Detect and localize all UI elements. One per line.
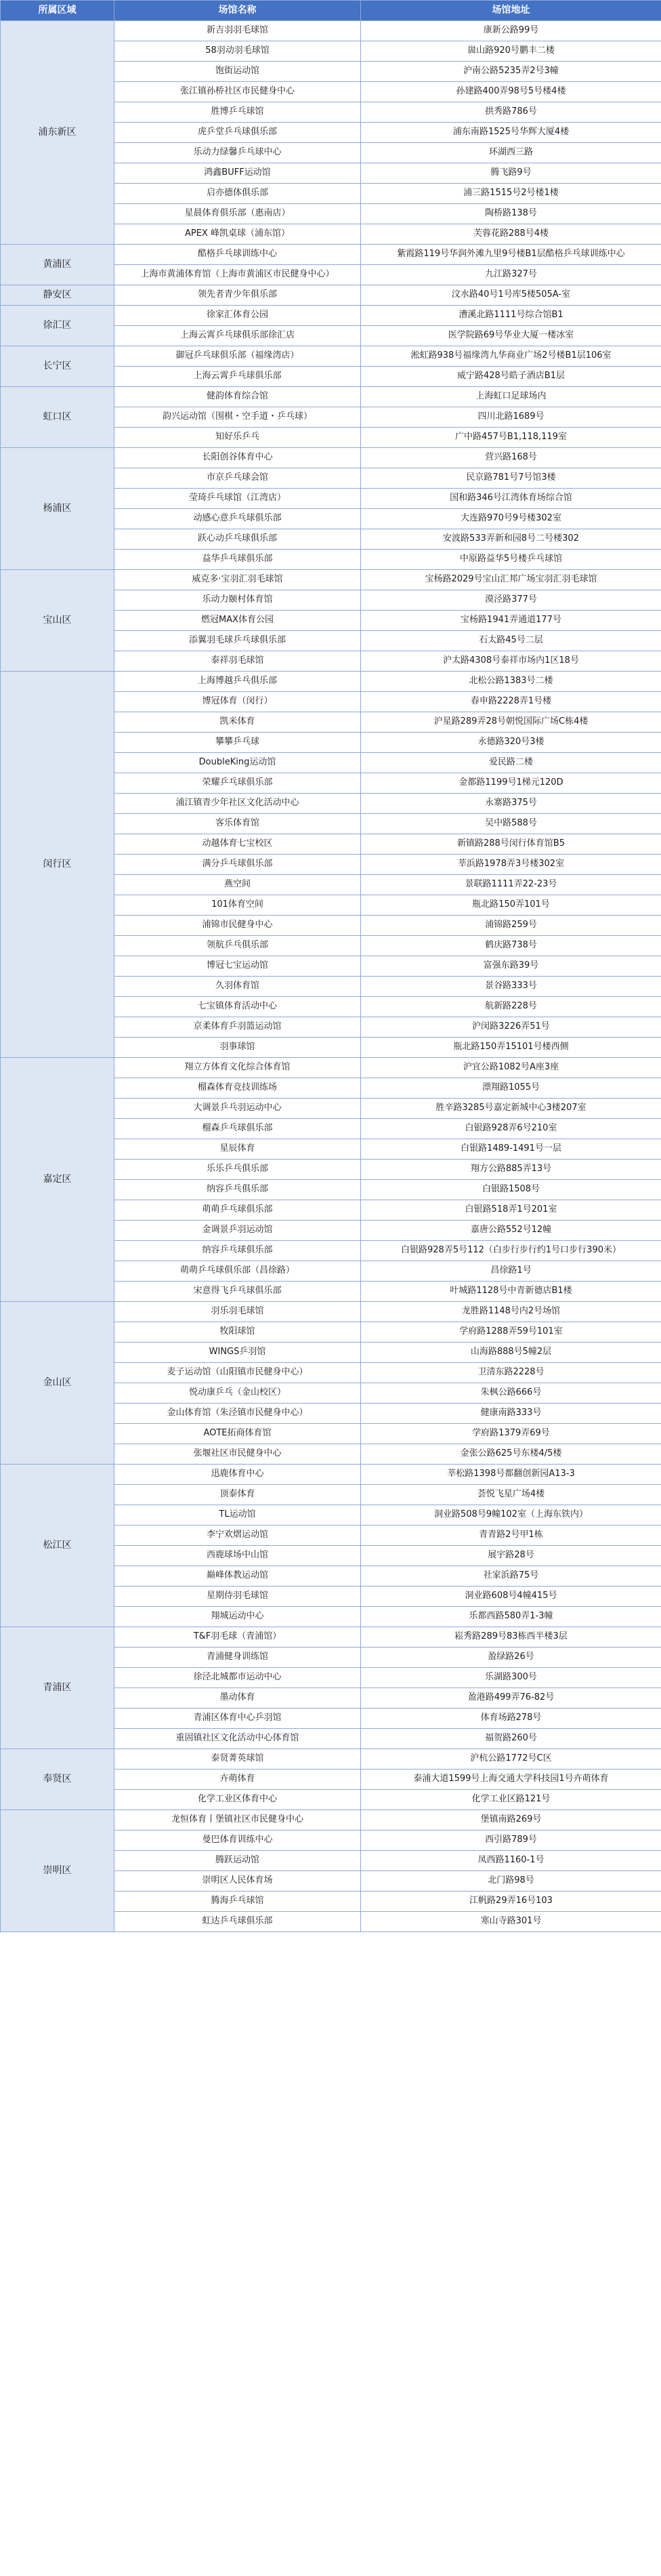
venue-address-cell: 学府路1379弄69号	[361, 1424, 661, 1444]
district-cell: 徐汇区	[1, 306, 114, 346]
district-cell: 宝山区	[1, 570, 114, 672]
venue-address-cell: 浦锦路259号	[361, 916, 661, 936]
venue-name-cell: 悦动康乒乓（金山校区）	[114, 1383, 361, 1404]
venue-name-cell: 萌萌乒乓球俱乐部（昌徐路）	[114, 1261, 361, 1282]
venue-address-cell: 安波路533弄新和园8号二号楼302	[361, 529, 661, 550]
venue-address-cell: 学府路1288弄59号101室	[361, 1322, 661, 1343]
venue-name-cell: 动越体育七宝校区	[114, 834, 361, 855]
venue-address-cell: 九江路327号	[361, 265, 661, 285]
table-head	[1, 1, 661, 21]
venue-name-cell: 宋意得飞乒乓球俱乐部	[114, 1282, 361, 1302]
venue-name-cell: 101体育空间	[114, 895, 361, 916]
venue-address-cell: 春申路2228弄1号楼	[361, 692, 661, 712]
venue-address-cell: 富强东路39号	[361, 956, 661, 977]
table-row	[1, 387, 661, 407]
venue-name-cell: 乐动力绿馨乒乓球中心	[114, 143, 361, 163]
venue-address-cell: 凤西路1160-1号	[361, 1851, 661, 1871]
venue-name-cell: 启亦德体俱乐部	[114, 184, 361, 204]
venue-address-cell: 西引路789号	[361, 1831, 661, 1851]
venue-name-cell: 莹琦乒乓球馆（江湾店）	[114, 489, 361, 509]
venue-name-cell: 知好乐乒乓	[114, 428, 361, 448]
venue-address-cell: 洞业路508号9幢102室（上海东铁内）	[361, 1505, 661, 1526]
venue-name-cell: 金调景乒羽运动馆	[114, 1221, 361, 1241]
venue-name-cell: DoubleKing运动馆	[114, 753, 361, 773]
venue-name-cell: 李宁欢熠运动馆	[114, 1526, 361, 1546]
venue-address-cell: 沪杭公路1772号C区	[361, 1749, 661, 1770]
venue-name-cell: 客乐体育馆	[114, 814, 361, 834]
venue-name-cell: 榴森体育竞技训练场	[114, 1078, 361, 1099]
venue-address-cell: 叶城路1128号中青新德店B1楼	[361, 1282, 661, 1302]
venue-name-cell: 燕空间	[114, 875, 361, 895]
venue-name-cell: 上海云霄乒乓球俱乐部徐汇店	[114, 326, 361, 346]
venue-address-cell: 沪星路289弄28号朝悦国际广场C栋4楼	[361, 712, 661, 733]
venue-address-cell: 浦东南路1525号华辉大厦4楼	[361, 123, 661, 143]
table-row	[1, 1749, 661, 1770]
venue-address-cell: 紫霞路119号华润外滩九里9号楼B1层酷格乒乓球训练中心	[361, 245, 661, 265]
venue-name-cell: 荣耀乒乓球俱乐部	[114, 773, 361, 794]
venue-address-cell: 乐都西路580弄1-3幢	[361, 1607, 661, 1627]
venue-name-cell: 巅峰体教运动馆	[114, 1566, 361, 1587]
venue-name-cell: 墨动体育	[114, 1688, 361, 1709]
venue-name-cell: 虹达乒乓球俱乐部	[114, 1912, 361, 1932]
venue-address-cell: 康新公路99号	[361, 21, 661, 41]
venue-address-cell: 北门路98号	[361, 1871, 661, 1892]
venue-address-cell: 吴中路588号	[361, 814, 661, 834]
venue-address-cell: 拱秀路786号	[361, 102, 661, 123]
venue-name-cell: 青浦区体育中心乒羽馆	[114, 1709, 361, 1729]
district-cell: 闵行区	[1, 672, 114, 1058]
venue-name-cell: 纳容乒乓俱乐部	[114, 1180, 361, 1200]
venue-name-cell: 博冠体育（闵行）	[114, 692, 361, 712]
venue-address-cell: 鹤庆路738号	[361, 936, 661, 956]
district-cell: 浦东新区	[1, 21, 114, 245]
table-row	[1, 672, 661, 692]
district-cell: 松江区	[1, 1465, 114, 1627]
venue-address-cell: 营兴路168号	[361, 448, 661, 468]
venue-name-cell: 腾跃运动馆	[114, 1851, 361, 1871]
venue-address-cell: 白银路518弄1号201室	[361, 1200, 661, 1221]
district-cell: 长宁区	[1, 346, 114, 387]
district-cell: 奉贤区	[1, 1749, 114, 1810]
header-row	[1, 1, 661, 21]
venue-address-cell: 中原路益华5号楼乒乓球馆	[361, 550, 661, 570]
district-cell: 静安区	[1, 285, 114, 306]
venue-address-cell: 乐湖路300号	[361, 1668, 661, 1688]
venue-name-cell: 久羽体育馆	[114, 977, 361, 997]
venue-name-cell: 金山体育馆（朱泾镇市民健身中心）	[114, 1404, 361, 1424]
venue-address-cell: 昌徐路1号	[361, 1261, 661, 1282]
venue-address-cell: 莘松路1398号都翻创新园A13-3	[361, 1465, 661, 1485]
venue-address-cell: 福贺路260号	[361, 1729, 661, 1749]
venue-name-cell: WINGS乒羽馆	[114, 1343, 361, 1363]
venue-name-cell: 威克多·宝羽汇羽毛球馆	[114, 570, 361, 590]
district-cell: 黄浦区	[1, 245, 114, 285]
venue-address-cell: 漠泾路377号	[361, 590, 661, 611]
venue-address-cell: 沪太路4308号泰祥市场内1区18号	[361, 651, 661, 672]
venue-address-cell: 白银路1489-1491号一层	[361, 1139, 661, 1160]
venue-address-cell: 盈港路499弄76-82号	[361, 1688, 661, 1709]
venue-name-cell: 市京乒乓球会馆	[114, 468, 361, 489]
venue-address-cell: 胜辛路3285号嘉定新城中心3楼207室	[361, 1099, 661, 1119]
venue-address-cell: 健康南路333号	[361, 1404, 661, 1424]
venue-name-cell: 京柔体育乒羽篮运动馆	[114, 1017, 361, 1038]
venue-name-cell: 萌萌乒乓球俱乐部	[114, 1200, 361, 1221]
venue-address-cell: 泰浦大道1599号上海交通大学科技园1号卉萌体育	[361, 1770, 661, 1790]
venue-address-cell: 体育场路278号	[361, 1709, 661, 1729]
venue-address-cell: 环湖西三路	[361, 143, 661, 163]
venue-address-cell: 永德路320号3楼	[361, 733, 661, 753]
venue-address-cell: 宝杨路2029号宝山汇邦广场宝羽汇羽毛球馆	[361, 570, 661, 590]
venue-address-cell: 白银路928弄5号112（白步行步行约1号口步行390米）	[361, 1241, 661, 1261]
venue-name-cell: 顶泰体育	[114, 1485, 361, 1505]
venue-name-cell: 七宝镇体育活动中心	[114, 997, 361, 1017]
venue-address-cell: 四川北路1689号	[361, 407, 661, 428]
venue-name-cell: 浦江镇青少年社区文化活动中心	[114, 794, 361, 814]
venue-name-cell: 化学工业区体育中心	[114, 1790, 361, 1810]
venue-address-cell: 景谷路333号	[361, 977, 661, 997]
venue-name-cell: 羽事球馆	[114, 1038, 361, 1058]
venue-address-cell: 崮山路920号鹏丰二楼	[361, 41, 661, 62]
venue-name-cell: 星晨体育俱乐部（惠南店）	[114, 204, 361, 224]
venue-address-cell: 翔方公路885弄13号	[361, 1160, 661, 1180]
venue-name-cell: 领先者青少年俱乐部	[114, 285, 361, 306]
venue-name-cell: 58羽动羽毛球馆	[114, 41, 361, 62]
venue-address-cell: 洞业路608号4幢415号	[361, 1587, 661, 1607]
venue-address-cell: 金张公路625号东楼4/5楼	[361, 1444, 661, 1465]
venue-address-cell: 威宁路428号皓子酒店B1层	[361, 367, 661, 387]
venue-address-cell: 广中路457号B1,118,119室	[361, 428, 661, 448]
venue-name-cell: 榴森乒乓球俱乐部	[114, 1119, 361, 1139]
venue-name-cell: 胜博乒乓球馆	[114, 102, 361, 123]
venue-name-cell: 攀攀乒乓球	[114, 733, 361, 753]
venue-address-cell: 沪宜公路1082号A座3座	[361, 1058, 661, 1078]
venue-address-cell: 朱枫公路666号	[361, 1383, 661, 1404]
venue-name-cell: 张堰社区市民健身中心	[114, 1444, 361, 1465]
district-cell: 崇明区	[1, 1810, 114, 1932]
venue-address-cell: 陶桥路138号	[361, 204, 661, 224]
venue-address-cell: 腾飞路9号	[361, 163, 661, 184]
venue-address-cell: 莘浜路1978弄3号楼302室	[361, 855, 661, 875]
venue-address-cell: 化学工业区路121号	[361, 1790, 661, 1810]
venue-name-cell: 领航乒乓俱乐部	[114, 936, 361, 956]
venue-name-cell: 新吉羽羽毛球馆	[114, 21, 361, 41]
venue-name-cell: 羽乐羽毛球馆	[114, 1302, 361, 1322]
district-cell: 青浦区	[1, 1627, 114, 1749]
venue-address-cell: 景联路1111弄22-23号	[361, 875, 661, 895]
venue-name-cell: APEX 峰凯桌球（浦东馆）	[114, 224, 361, 245]
venue-name-cell: 跃心动乒乓球俱乐部	[114, 529, 361, 550]
venue-name-cell: 上海云霄乒乓球俱乐部	[114, 367, 361, 387]
table-row	[1, 1465, 661, 1485]
venue-address-cell: 瓶北路150弄15101号楼西侧	[361, 1038, 661, 1058]
venue-address-cell: 龙胜路1148号内2号场馆	[361, 1302, 661, 1322]
table-row	[1, 346, 661, 367]
venue-name-cell: 泰贤菁英球馆	[114, 1749, 361, 1770]
venue-name-cell: 燃冠MAX体育公园	[114, 611, 361, 631]
venue-name-cell: 腾海乒乓球馆	[114, 1892, 361, 1912]
venue-name-cell: 麦子运动馆（山阳镇市民健身中心）	[114, 1363, 361, 1383]
venue-name-cell: 徐泾北城都市运动中心	[114, 1668, 361, 1688]
header-venue-name: 场馆名称	[114, 1, 361, 21]
venue-address-cell: 永寨路375号	[361, 794, 661, 814]
venue-name-cell: 乐乐乒乓俱乐部	[114, 1160, 361, 1180]
table-row	[1, 448, 661, 468]
venue-name-cell: 上海市黄浦体育馆（上海市黄浦区市民健身中心）	[114, 265, 361, 285]
venue-name-cell: AOTE拓商体育馆	[114, 1424, 361, 1444]
venue-address-cell: 漕溪北路1111号综合馆B1	[361, 306, 661, 326]
venue-address-cell: 航新路228号	[361, 997, 661, 1017]
venue-name-cell: 博冠七宝运动馆	[114, 956, 361, 977]
venue-address-cell: 白银路1508号	[361, 1180, 661, 1200]
venue-address-cell: 白银路928弄6号210室	[361, 1119, 661, 1139]
venue-name-cell: 翔立方体育文化综合体育馆	[114, 1058, 361, 1078]
venue-address-cell: 北松公路1383号二楼	[361, 672, 661, 692]
table-row	[1, 1302, 661, 1322]
venue-address-cell: 浦三路1515号2号楼1楼	[361, 184, 661, 204]
venue-address-cell: 堡镇南路269号	[361, 1810, 661, 1831]
venue-name-cell: 满分乒乓球俱乐部	[114, 855, 361, 875]
venue-address-cell: 石太路45号二层	[361, 631, 661, 651]
venue-name-cell: 翔城运动中心	[114, 1607, 361, 1627]
venue-name-cell: 青浦健身训练馆	[114, 1648, 361, 1668]
venue-address-cell: 新镇路288号闵行体育馆B5	[361, 834, 661, 855]
venue-name-cell: 虎乒堂乒乓球俱乐部	[114, 123, 361, 143]
venue-address-cell: 山海路888号5幢2层	[361, 1343, 661, 1363]
venue-address-cell: 寒山寺路301号	[361, 1912, 661, 1932]
venue-name-cell: 重固镇社区文化活动中心体育馆	[114, 1729, 361, 1749]
venue-name-cell: TL运动馆	[114, 1505, 361, 1526]
venue-address-cell: 展宇路28号	[361, 1546, 661, 1566]
venue-name-cell: 益华乒乓球俱乐部	[114, 550, 361, 570]
venue-address-cell: 金都路1199号1梯元120D	[361, 773, 661, 794]
venue-name-cell: 星辰体育	[114, 1139, 361, 1160]
venue-name-cell: 上海博越乒乓俱乐部	[114, 672, 361, 692]
venue-name-cell: 龙恒体育丨堡镇社区市民健身中心	[114, 1810, 361, 1831]
district-cell: 杨浦区	[1, 448, 114, 570]
venue-name-cell: 饱街运动馆	[114, 62, 361, 82]
venue-name-cell: 乐动力颐村体育馆	[114, 590, 361, 611]
venue-address-cell: 淞虹路938号福缘湾九华商业广场2号楼B1层106室	[361, 346, 661, 367]
venue-name-cell: 添翼羽毛球乒乓球俱乐部	[114, 631, 361, 651]
venue-address-cell: 社家浜路75号	[361, 1566, 661, 1587]
venue-name-cell: 牧阳球馆	[114, 1322, 361, 1343]
table-row	[1, 1810, 661, 1831]
venue-name-cell: 韵兴运动馆（围棋・空手道・乒乓球）	[114, 407, 361, 428]
district-cell: 嘉定区	[1, 1058, 114, 1302]
venue-address-cell: 民京路781号7号馆3楼	[361, 468, 661, 489]
venue-address-cell: 盈绿路26号	[361, 1648, 661, 1668]
venue-name-cell: 崇明区人民体育场	[114, 1871, 361, 1892]
venue-name-cell: 凯米体育	[114, 712, 361, 733]
venue-address-cell: 崧秀路289号83栋西半楼3层	[361, 1627, 661, 1648]
table-body	[1, 21, 661, 1932]
venue-address-cell: 孙建路400弄98号5号楼4楼	[361, 82, 661, 102]
venue-name-cell: T&F羽毛球（青浦馆）	[114, 1627, 361, 1648]
venue-address-cell: 医学院路69号华业大厦一楼冰室	[361, 326, 661, 346]
table-row	[1, 306, 661, 326]
venue-name-cell: 浦锦市民健身中心	[114, 916, 361, 936]
venue-name-cell: 纳容乒乓球俱乐部	[114, 1241, 361, 1261]
table-row	[1, 1058, 661, 1078]
venue-name-cell: 大调景乒乓羽运动中心	[114, 1099, 361, 1119]
venue-name-cell: 长阳创谷体育中心	[114, 448, 361, 468]
header-venue-address: 场馆地址	[361, 1, 661, 21]
venue-address-cell: 国和路346号江湾体育场综合馆	[361, 489, 661, 509]
venue-address-cell: 大连路970号9号楼302室	[361, 509, 661, 529]
venue-address-cell: 嘉唐公路552号12幢	[361, 1221, 661, 1241]
venue-address-cell: 青青路2号甲1栋	[361, 1526, 661, 1546]
table-row	[1, 570, 661, 590]
venue-name-cell: 泰祥羽毛球馆	[114, 651, 361, 672]
venue-name-cell: 星期侍羽毛球馆	[114, 1587, 361, 1607]
venue-name-cell: 御冠乒乓球俱乐部（福缘湾店）	[114, 346, 361, 367]
venue-address-cell: 芙蓉花路288号4楼	[361, 224, 661, 245]
venue-address-cell: 沪闵路3226弄51号	[361, 1017, 661, 1038]
venue-name-cell: 西鹿球场中山馆	[114, 1546, 361, 1566]
venue-address-cell: 瓶北路150弄101号	[361, 895, 661, 916]
venue-address-cell: 宝杨路1941弄通道177号	[361, 611, 661, 631]
venue-name-cell: 健韵体育综合馆	[114, 387, 361, 407]
venue-name-cell: 动感心意乒乓球俱乐部	[114, 509, 361, 529]
venue-address-cell: 卫清东路2228号	[361, 1363, 661, 1383]
header-district: 所属区域	[1, 1, 114, 21]
district-cell: 金山区	[1, 1302, 114, 1465]
table-row	[1, 285, 661, 306]
venue-name-cell: 曼巴体育训练中心	[114, 1831, 361, 1851]
venue-address-cell: 爱民路二楼	[361, 753, 661, 773]
venue-address-cell: 江帆路29弄16号103	[361, 1892, 661, 1912]
venue-name-cell: 卉萌体育	[114, 1770, 361, 1790]
venue-name-cell: 徐家汇体育公园	[114, 306, 361, 326]
table-row	[1, 1627, 661, 1648]
venue-address-cell: 荟悦飞星广场4楼	[361, 1485, 661, 1505]
district-cell: 虹口区	[1, 387, 114, 448]
table-row	[1, 245, 661, 265]
venue-name-cell: 迅鹿体育中心	[114, 1465, 361, 1485]
venue-name-cell: 张江镇孙桥社区市民健身中心	[114, 82, 361, 102]
table-row	[1, 21, 661, 41]
venue-address-cell: 沪南公路5235弄2号3幢	[361, 62, 661, 82]
venue-name-cell: 酷格乒乓球训练中心	[114, 245, 361, 265]
venue-address-cell: 汶水路40号1号库5楼505A-室	[361, 285, 661, 306]
venue-name-cell: 鸿鑫BUFF运动馆	[114, 163, 361, 184]
venue-address-cell: 漂翔路1055号	[361, 1078, 661, 1099]
venue-address-cell: 上海虹口足球场内	[361, 387, 661, 407]
